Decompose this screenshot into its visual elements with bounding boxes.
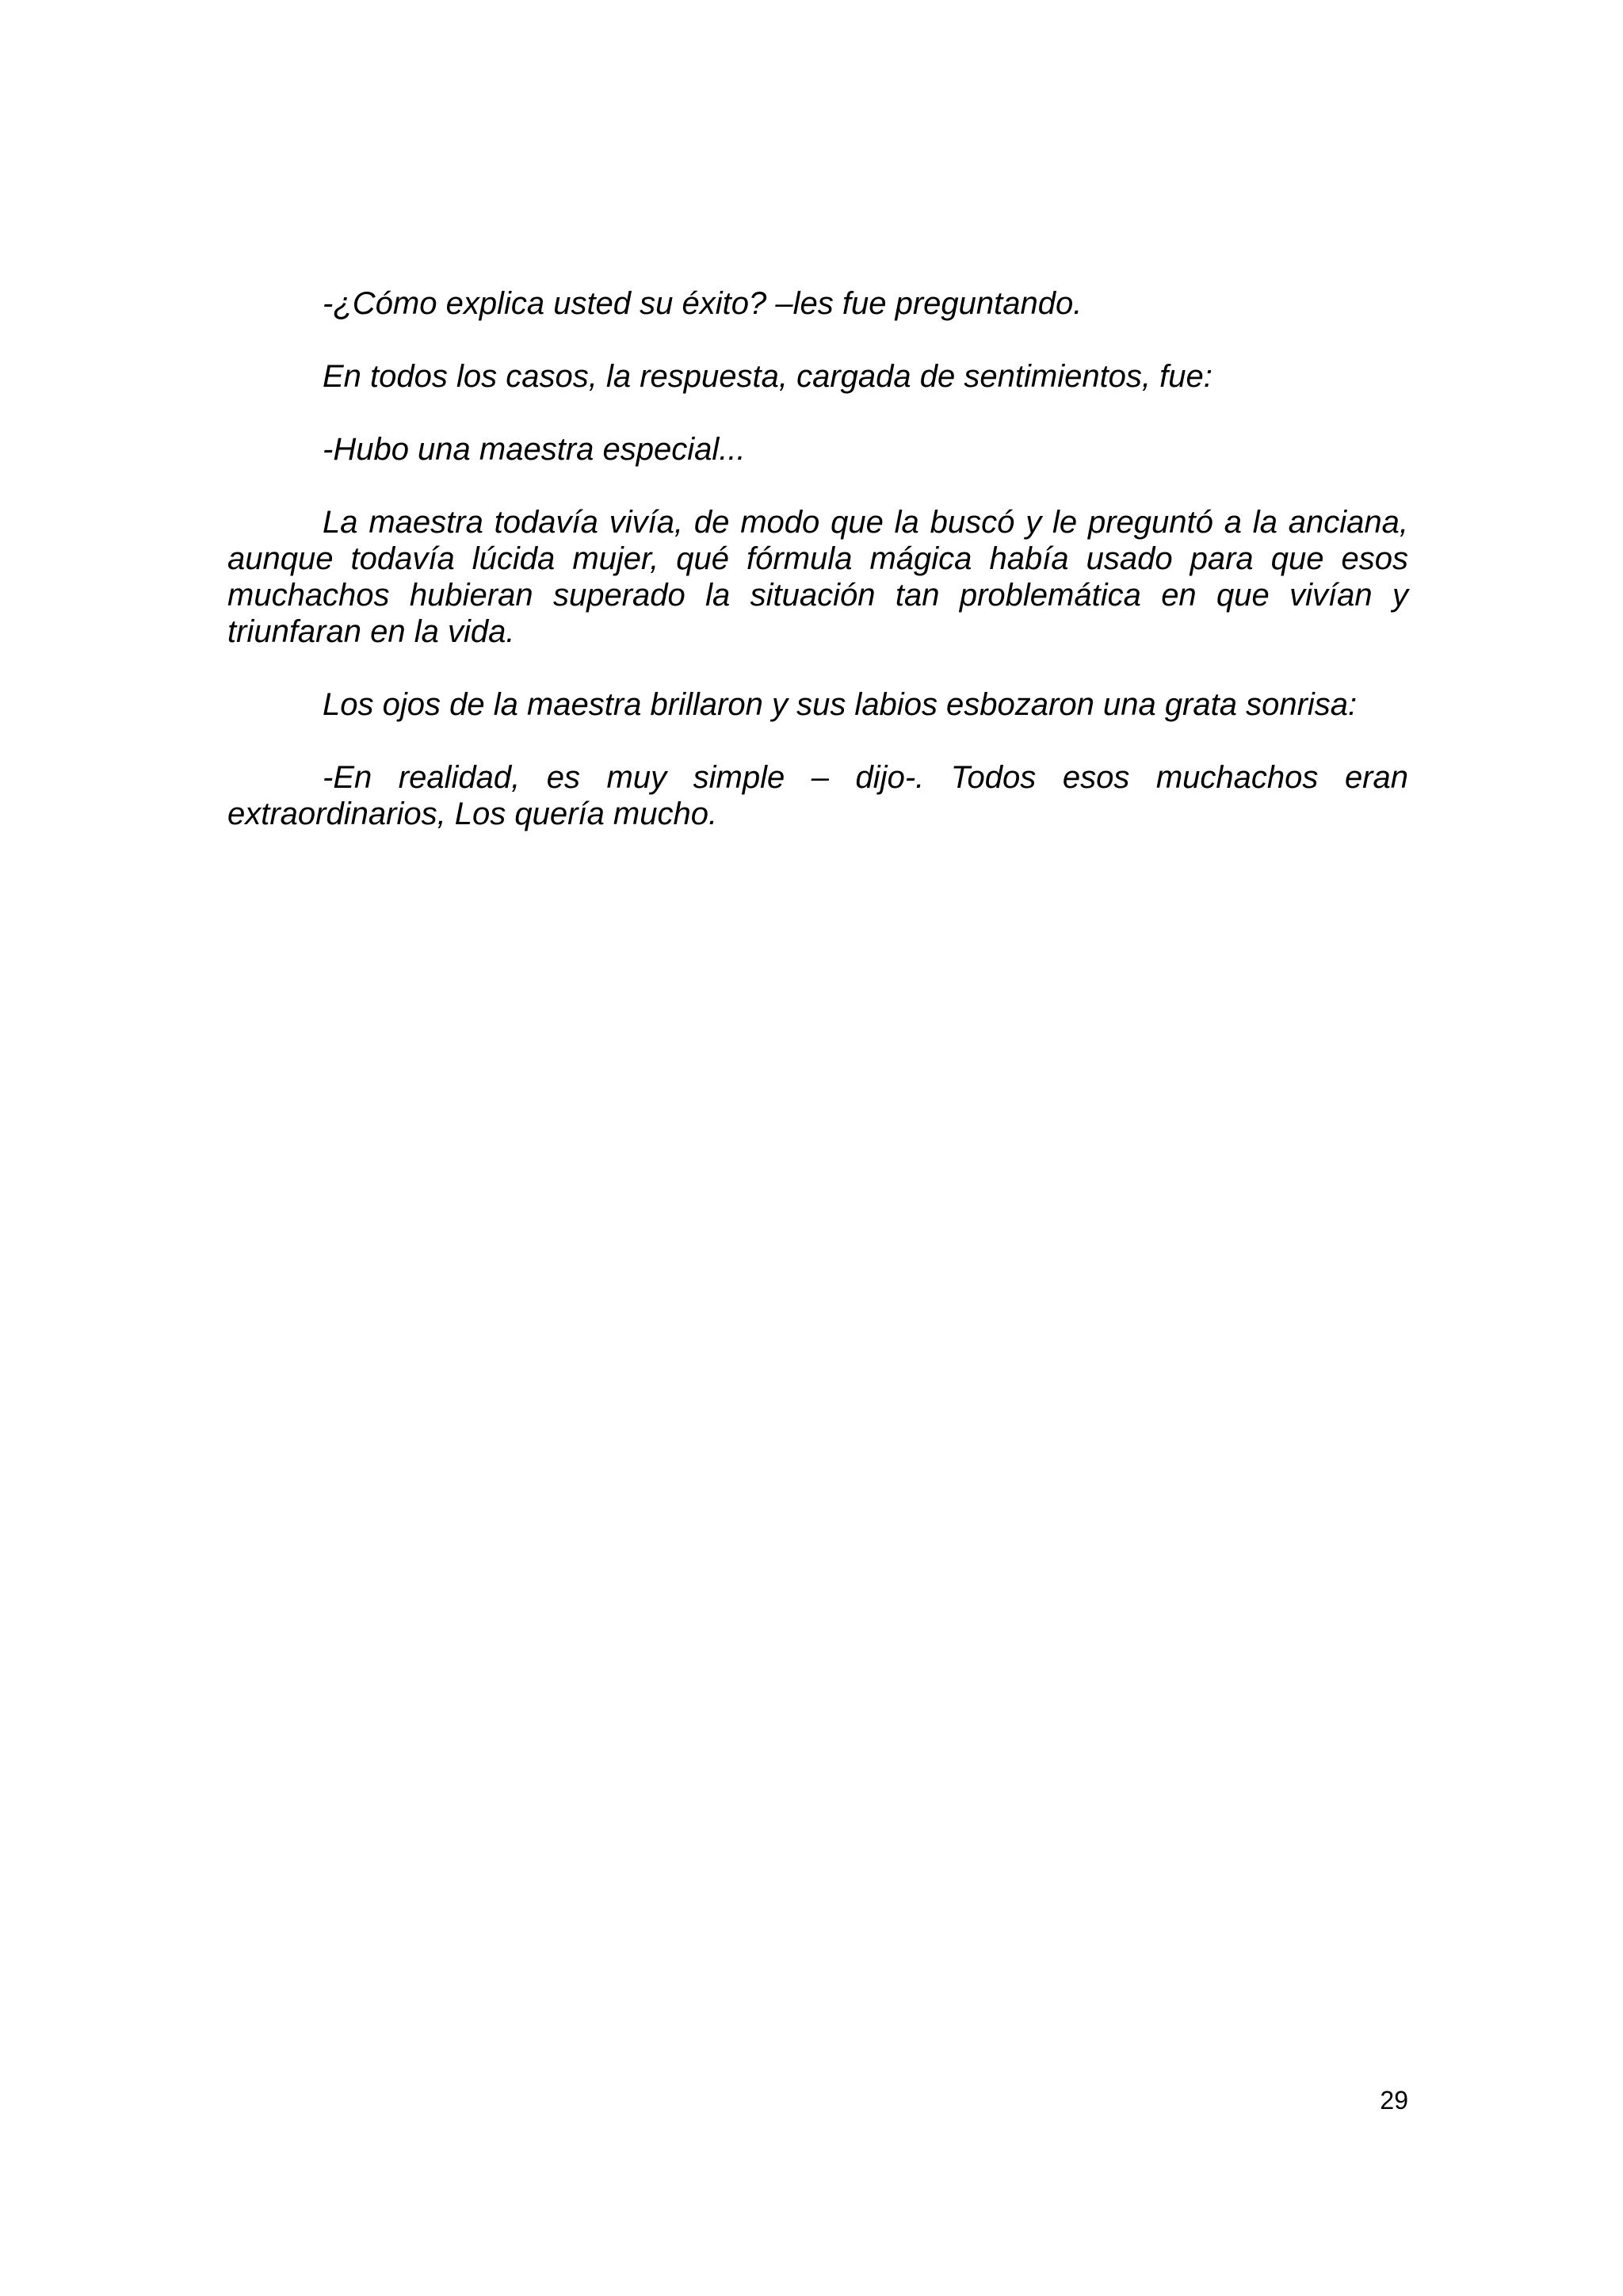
paragraph: -En realidad, es muy simple – dijo-. Todos esos muchachos eran extraordinarios, Los quería mucho. <box>227 760 1408 831</box>
paragraph: La maestra todavía vivía, de modo que la buscó y le preguntó a la anciana, aunque todavía lúcida mujer, qué fórmula mágica había usado para que esos muchachos hubieran superado la situación tan problemática en que vivían y triunfaran en la vida. <box>227 505 1408 649</box>
paragraph: Los ojos de la maestra brillaron y sus labios esbozaron una grata sonrisa: <box>323 687 1358 722</box>
page-number: 29 <box>1380 2086 1408 2115</box>
paragraph: -Hubo una maestra especial... <box>323 432 746 467</box>
paragraph: -¿Cómo explica usted su éxito? –les fue preguntando. <box>323 286 1083 321</box>
body-text <box>227 285 1408 869</box>
paragraph: En todos los casos, la respuesta, cargada de sentimientos, fue: <box>323 359 1212 394</box>
